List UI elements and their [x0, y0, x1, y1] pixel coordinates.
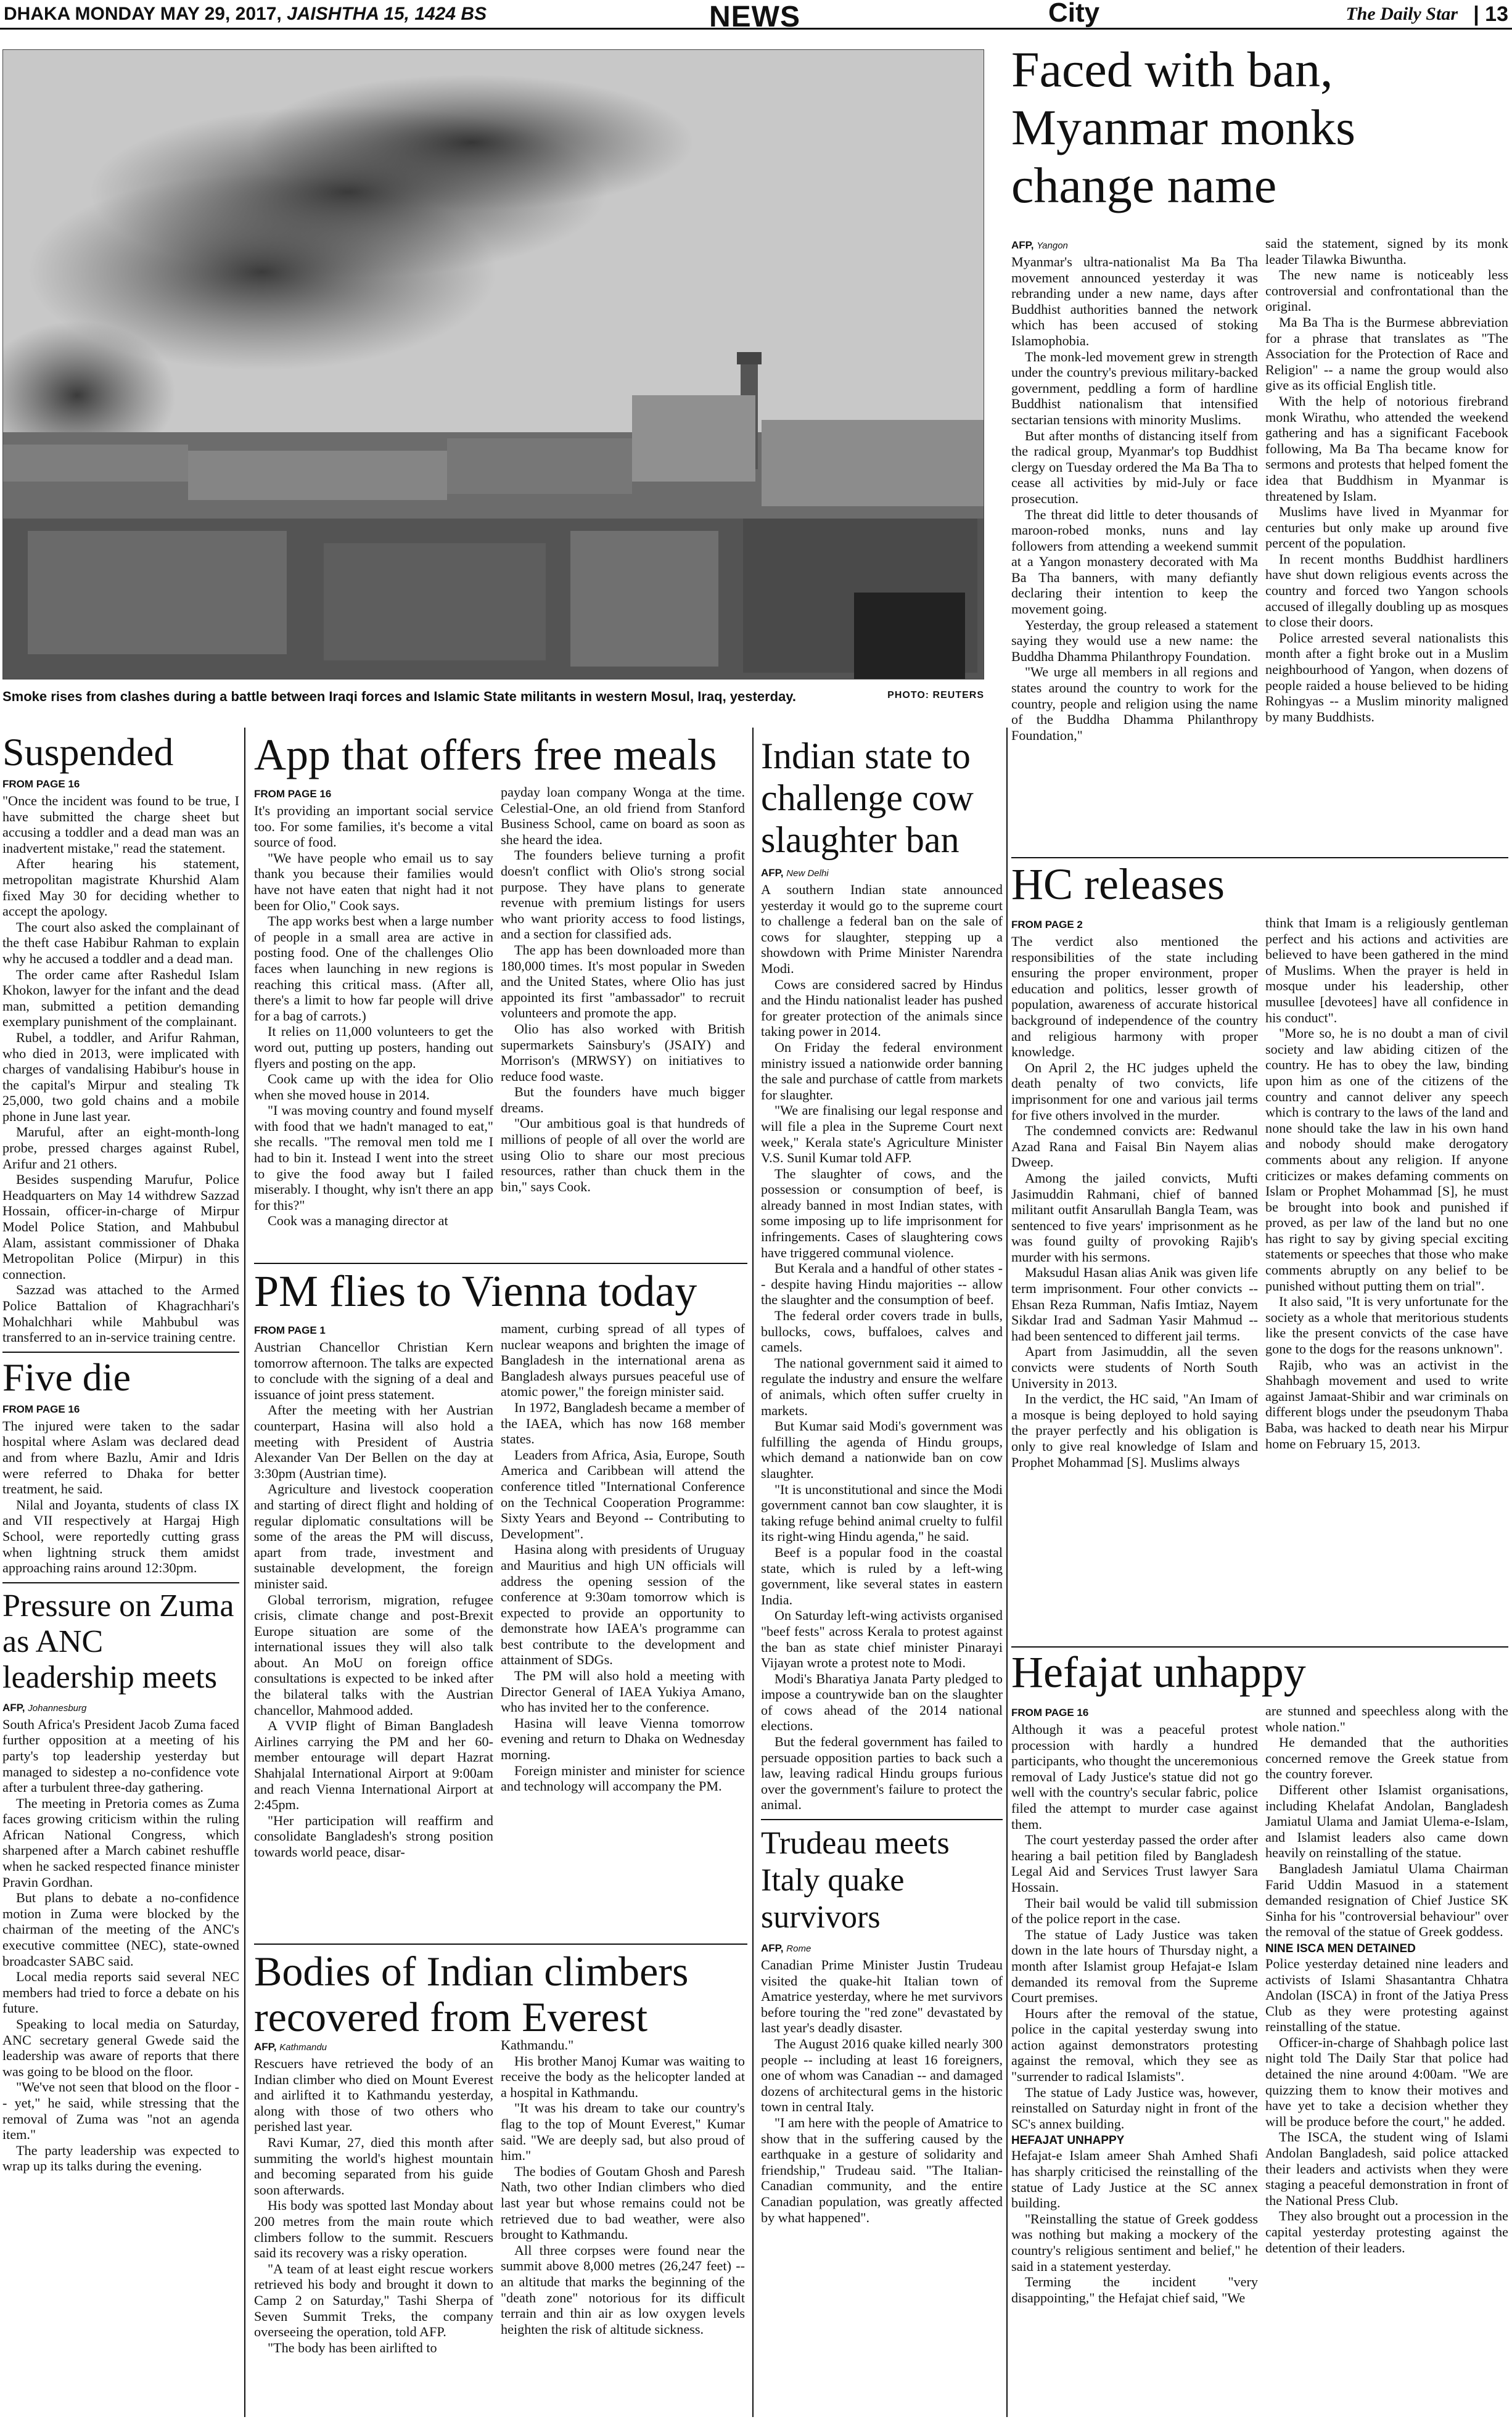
climbers-col-2: [501, 2037, 745, 2337]
news-photo: [2, 49, 984, 679]
paragraph: A southern Indian state announced yesterday it would go to the supreme court to challenge a federal ban on the sale of cows for slaughter, stepping up a showdown with Prime Minister Narendra Modi.: [761, 882, 1003, 976]
paragraph: Myanmar's ultra-nationalist Ma Ba Tha movement announced yesterday it was rebranding under a new name, days after Buddhist authorities banned the network which has been accused of stoking Islamophobia.: [1011, 254, 1258, 348]
column-divider: [1006, 728, 1008, 2417]
paragraph: "I am here with the people of Amatrice to show that in the suffering caused by the earthquake in a gesture of solidarity and friendship," Trudeau said. "The Italian-Canadian community, and the entire Canadian population, was greatly affected by what happened".: [761, 2114, 1003, 2225]
hefajat-headline-block: [1011, 1648, 1510, 1697]
zuma-body: [2, 1717, 239, 2174]
paragraph: The court also asked the complainant of the theft case Habibur Rahman to explain why he accused a toddler and a dead man.: [2, 919, 239, 966]
section-label: NEWS: [709, 1, 800, 33]
myanmar-body-1: [1011, 254, 1258, 743]
header-date: DHAKA MONDAY MAY 29, 2017,: [4, 4, 282, 24]
paragraph: Their bail would be valid till submission of the police report in the case.: [1011, 1895, 1258, 1927]
paragraph: Austrian Chancellor Christian Kern tomorrow afternoon. The talks are expected to conclude with the signing of a deal and issuance of joint press statement.: [254, 1339, 493, 1402]
paragraph: mament, curbing spread of all types of nuclear weapons and brighten the image of Bangladesh in the international arena as Bangladesh always pursues peaceful use of atomic power," the foreign minister said.: [501, 1321, 745, 1400]
myanmar-body-2: [1265, 236, 1508, 724]
subsection-label: City: [1048, 0, 1100, 28]
left-column: [2, 730, 239, 2174]
hc-headline-block: [1011, 860, 1510, 909]
paragraph: Beef is a popular food in the coastal state, which is ruled by a left-wing government, like several states in eastern India.: [761, 1544, 1003, 1607]
climbers-place: Kathmandu: [279, 2042, 327, 2053]
paragraph: Speaking to local media on Saturday, ANC secretary general Gwede said the leadership was aware of reports that there was going to be blood on the floor.: [2, 2016, 239, 2079]
app-headline: App that offers free meals: [254, 730, 717, 779]
hefajat-headline: Hefajat unhappy: [1011, 1648, 1306, 1697]
paragraph: Muslims have lived in Myanmar for centuries but only make up around five percent of the population.: [1265, 504, 1508, 551]
hefajat-body-1: [1011, 1722, 1258, 2132]
paragraph: Maruful, after an eight-month-long probe, pressed charges against Rubel, Arifur and 21 others.: [2, 1124, 239, 1172]
paragraph: Cows are considered sacred by Hindus and the Hindu nationalist leader has pushed for greater protection of the animals since taking power in 2014.: [761, 976, 1003, 1040]
suspended-body: [2, 793, 239, 1345]
divider: [254, 1944, 747, 1945]
suspended-headline: Suspended: [2, 730, 174, 774]
dateline-header: [4, 4, 487, 25]
paragraph: "Once the incident was found to be true, I have submitted the charge sheet but accusing a toddler and a dead man was an inadvertent mistake," read the statement.: [2, 793, 239, 856]
paragraph: The founders believe turning a profit doesn't conflict with Olio's strong social purpose. They have plans to generate revenue with premium listings for users who want priority access to food listings, and a section for classified ads.: [501, 847, 745, 942]
hefajat-col-1: [1011, 1701, 1258, 2305]
paragraph: Hasina will leave Vienna tomorrow evening and return to Dhaka on Wednesday morning.: [501, 1715, 745, 1763]
paragraph: In recent months Buddhist hardliners have shut down religious events across the country and forced two Yangon schools accused of illegally doubling up as mosques to close their doors.: [1265, 551, 1508, 630]
photo-credit: PHOTO: REUTERS: [887, 690, 984, 700]
trudeau-agency: AFP,: [761, 1942, 784, 1955]
paragraph: "Our ambitious goal is that hundreds of millions of people of all over the world are using Olio to share our most precious resources, rather than chuck them in the bin," says Cook.: [501, 1115, 745, 1194]
paragraph: Police yesterday detained nine leaders and activists of Islami Shasantantra Chhatra Andolan (ISCA) in front of the Jatiya Press Club as they were protesting against reinstalling of the statue.: [1265, 1955, 1508, 2035]
hc-body-2: [1265, 915, 1508, 1451]
pm-col-1: [254, 1318, 493, 1860]
divider: [254, 1263, 747, 1264]
paragraph: It's providing an important social service too. For some families, it's become a vital source of food.: [254, 803, 493, 850]
paragraph: He demanded that the authorities concerned remove the Greek statue from the country forever.: [1265, 1734, 1508, 1782]
myanmar-headline: Faced with ban, Myanmar monks change name: [1011, 41, 1355, 213]
paragraph: Terming the incident "very disappointing," the Hefajat chief said, "We: [1011, 2274, 1258, 2305]
paragraph: The ISCA, the student wing of Islami Andolan Bangladesh, said police attacked their leaders and activists when they were staging a peaceful demonstration in front of the National Press Club.: [1265, 2129, 1508, 2208]
climbers-agency: AFP,: [254, 2041, 277, 2053]
paragraph: The August 2016 quake killed nearly 300 people -- including at least 16 foreigners, one of whom was Canadian -- and damaged dozens of architectural gems in the historic town in central Italy.: [761, 2036, 1003, 2115]
zuma-dateline: [2, 1702, 239, 1714]
divider: [2, 1352, 239, 1353]
paragraph: The new name is noticeably less controversial and confrontational than the original.: [1265, 267, 1508, 314]
mosul-skyline-image: [3, 50, 984, 679]
paragraph: The verdict also mentioned the responsibilities of the state including ensuring the proper environment, proper education and politics, lesser growth of population, awareness of accurate historical background of independence of the country and religious harmony with proper knowledge.: [1011, 934, 1258, 1060]
paragraph: The statue of Lady Justice was, however, reinstalled on Saturday night in front of the SC's annex building.: [1011, 2084, 1258, 2132]
paragraph: Yesterday, the group released a statement saying they would use a new name: the Buddha Dhamma Philanthropy Foundation.: [1011, 617, 1258, 664]
page-header: [0, 0, 1512, 33]
photo-caption: [2, 689, 984, 705]
paragraph: Leaders from Africa, Asia, Europe, South America and Caribbean will attend the conference titled "International Conference on the Technical Cooperation Programme: Sixty Years and Beyond -- Contributing to Development".: [501, 1447, 745, 1541]
paragraph: "We urge all members in all regions and states around the country to work for the country, people and religion using the name of the Buddha Dhamma Philanthropy Foundation,": [1011, 664, 1258, 743]
paragraph: Cook was a managing director at: [268, 1213, 448, 1229]
paragraph: Although it was a peaceful protest procession with hardly a hundred participants, who thought the unceremonious removal of Lady Justice's statue did not go well with the country's secular fabric, police filed the attempt to murder case against them.: [1011, 1722, 1258, 1832]
paragraph: Nilal and Joyanta, students of class IX and VII respectively at Hargaj High School, were reportedly cutting grass when lightning struck them amidst approaching rains around 12:30pm.: [2, 1496, 239, 1576]
zuma-headline: Pressure on Zuma as ANC leadership meets: [2, 1588, 234, 1695]
fivedie-from: FROM PAGE 16: [2, 1403, 80, 1415]
caption-text: Smoke rises from clashes during a battle between Iraqi forces and Islamic State militants in western Mosul, Iraq, yesterday.: [2, 689, 797, 704]
cow-body: [761, 882, 1003, 1813]
paragraph: Agriculture and livestock cooperation and starting of direct flight and holding of regular diplomatic consultations will be some of the areas the PM will discuss, apart from trade, investment and sustainable development, the foreign minister said.: [254, 1481, 493, 1591]
paragraph: Hefajat-e Islam ameer Shah Amhed Shafi has sharply criticised the reinstalling of the statue of Lady Justice at the SC annex building.: [1011, 2148, 1258, 2211]
trudeau-body: [761, 1957, 1003, 2225]
paragraph: But plans to debate a no-confidence motion in Zuma were blocked by the chairman of the meeting of the ANC's executive committee (NEC), state-owned broadcaster SABC said.: [2, 1890, 239, 1969]
app-col-1: [254, 782, 493, 1229]
hefajat-body-1b: [1011, 2148, 1258, 2305]
paragraph: Police arrested several nationalists this month after a fight broke out in a Muslim neighbourhood of Yangon, when dozens of people raided a house believed to be hiding Rohingyas -- a Muslim minority maligned by many Buddhists.: [1265, 630, 1508, 724]
paragraph: "We've not seen that blood on the floor -- yet," he said, while stressing that the removal of Zuma was "not an agenda item.": [2, 2079, 239, 2143]
cow-place: New Delhi: [786, 868, 829, 879]
paragraph: "It is unconstitutional and since the Modi government cannot ban cow slaughter, it is taking refuge behind animal cruelty to fulfil its right-wing Hindu agenda," he said.: [761, 1481, 1003, 1545]
paragraph: The order came after Rashedul Islam Khokon, lawyer for the infant and the dead man, submitted a petition demanding exemplary punishment of the complainant.: [2, 966, 239, 1030]
paragraph: "It was his dream to take our country's flag to the top of Mount Everest," Kumar said. "We are deeply sad, but also proud of him.": [501, 2100, 745, 2164]
paragraph: Ma Ba Tha is the Burmese abbreviation for a phrase that translates as "The Association for the Protection of Race and Religion" -- a name the group would also give as its official English title.: [1265, 314, 1508, 393]
paragraph: Besides suspending Marufur, Police Headquarters on May 14 withdrew Sazzad Hossain, officer-in-charge of Mirpur Model Police Station, and Mahbubul Alam, assistant commissioner of Dhaka Metropolitan Police (Mirpur) in this connection.: [2, 1172, 239, 1282]
pm-body-1: [254, 1339, 493, 1860]
climbers-body-1: [254, 2056, 493, 2355]
paragraph: Ravi Kumar, 27, died this month after summiting the world's highest mountain and becoming separated from his guide soon afterwards.: [254, 2134, 493, 2198]
paragraph: The national government said it aimed to regulate the industry and ensure the welfare of animals, which often suffer cruelty in markets.: [761, 1355, 1003, 1418]
paragraph: On Saturday left-wing activists organised "beef fests" across Kerala to protest against the ban as state chief minister Pinarayi Vijayan wrote a protest note to Modi.: [761, 1607, 1003, 1671]
cow-column: [761, 735, 1003, 2225]
paragraph: On April 2, the HC judges upheld the death penalty of two convicts, life imprisonment for one and various jail terms for five others involved in the murder.: [1011, 1059, 1258, 1123]
paragraph: Kathmandu.": [501, 2037, 574, 2053]
app-body-1: [254, 803, 493, 1229]
column-divider: [244, 728, 245, 2417]
hc-body-1: [1011, 934, 1258, 1470]
divider: [2, 1582, 239, 1583]
pm-body-2: [501, 1321, 745, 1794]
paragraph: Global terrorism, migration, refugee crisis, climate change and post-Brexit Europe situation are some of the international issues they will also talk about. An MoU on foreign office consultations is expected to be inked after the bilateral talks with the Austrian chancellor, Mahmood added.: [254, 1591, 493, 1718]
paragraph: The bodies of Goutam Ghosh and Paresh Nath, two other Indian climbers who died last year but whose remains could not be retrieved due to bad weather, were also brought to Kathmandu.: [501, 2163, 745, 2243]
hefajat-subhead-1: HEFAJAT UNHAPPY: [1011, 2134, 1125, 2148]
climbers-col-1: [254, 2035, 493, 2355]
paragraph: In 1972, Bangladesh became a member of the IAEA, which has now 168 member states.: [501, 1399, 745, 1447]
myanmar-agency: AFP,: [1011, 239, 1034, 251]
paragraph: The PM will also hold a meeting with Director General of IAEA Yukiya Amano, who has invited her to the conference.: [501, 1668, 745, 1715]
paragraph: Olio has also worked with British supermarkets Sainsbury's (JSAIY) and Morrison's (MRWSY) on initiatives to reduce food waste.: [501, 1020, 745, 1084]
paragraph: The court yesterday passed the order after hearing a bail petition filed by Bangladesh Legal Aid and Services Trust lawyer Sara Hossain.: [1011, 1832, 1258, 1895]
climbers-dateline: [254, 2041, 493, 2053]
paragraph: "We have people who email us to say thank you because their families would have not have eaten that night had it not been for Olio," Cook says.: [254, 850, 493, 913]
paragraph: Hours after the removal of the statue, police in the capital yesterday swung into action against demonstrators protesting against the removal, which they see as "surrender to radical Islamists".: [1011, 2005, 1258, 2085]
paragraph: But Kumar said Modi's government was fulfilling the agenda of Hindu groups, which demand a nationwide ban on cow slaughter.: [761, 1418, 1003, 1481]
app-headline-block: [254, 730, 747, 779]
column-divider: [752, 728, 754, 2417]
page-number: | 13: [1473, 2, 1508, 26]
myanmar-col-2: [1265, 236, 1508, 724]
paragraph: Foreign minister and minister for science and technology will accompany the PM.: [501, 1762, 745, 1794]
hefajat-body-2: [1265, 1703, 1508, 1940]
paragraph: Canadian Prime Minister Justin Trudeau visited the quake-hit Italian town of Amatrice yesterday, where he met survivors before touring the "red zone" devastated by last year's deadly disaster.: [761, 1957, 1003, 2036]
paragraph: But after months of distancing itself from the radical group, Myanmar's top Buddhist clergy on Tuesday ordered the Ma Ba Tha to cease all activities by mid-July or face prosecution.: [1011, 427, 1258, 506]
paragraph: are stunned and speechless along with the whole nation.": [1265, 1703, 1508, 1734]
paragraph: "Reinstalling the statue of Greek goddess was nothing but making a mockery of the country's religious sentiment and belief," he said in a statement yesterday.: [1011, 2210, 1258, 2274]
paragraph: The federal order covers trade in bulls, bullocks, cows, buffaloes, calves and camels.: [761, 1308, 1003, 1355]
paragraph: The injured were taken to the sadar hospital where Aslam was declared dead and from where Bazlu, Amir and Idris were referred to Dhaka for better treatment, he said.: [2, 1418, 239, 1497]
paragraph: "We are finalising our legal response and will file a plea in the Supreme Court next week," Kerala state's Agriculture Minister V.S. Sunil Kumar told AFP.: [761, 1102, 1003, 1166]
app-col-2: [501, 784, 745, 1194]
paragraph: In the verdict, the HC said, "An Imam of a mosque is being deployed to hold saying the prayer perfectly and his obligation is only to give real knowledge of Islam and Prophet Mohammad [S]. Muslims always: [1011, 1391, 1258, 1470]
paragraph: "A team of at least eight rescue workers retrieved his body and brought it down to Camp 2 on Saturday," Tashi Sherpa of Seven Summit Treks, the company overseeing the operation, told AFP.: [254, 2260, 493, 2340]
paragraph: Cook came up with the idea for Olio when she moved house in 2014.: [254, 1071, 493, 1102]
myanmar-dateline: [1011, 239, 1258, 252]
paragraph: His body was spotted last Monday about 200 metres from the main route which climbers follow to the summit. Rescuers said its recovery was a risky operation.: [254, 2198, 493, 2261]
paragraph: Rubel, a toddler, and Arifur Rahman, who died in 2013, were implicated with charges of vandalising Habibur's house in the capital's Mirpur and stealing Tk 25,000, two gold chains and a mobile phone in June last year.: [2, 1029, 239, 1124]
hc-col-2: [1265, 915, 1508, 1451]
cow-headline: Indian state to challenge cow slaughter ban: [761, 736, 974, 860]
cow-agency: AFP,: [761, 867, 784, 879]
zuma-place: Johannesburg: [28, 1702, 87, 1714]
paragraph: It also said, "It is very unfortunate for the society as a whole that meritorious students like the present convicts of the case have gone to the dogs for the reasons unknown".: [1265, 1294, 1508, 1357]
paragraph: They also brought out a procession in the capital yesterday protesting against the detention of their leaders.: [1265, 2208, 1508, 2256]
paragraph: The meeting in Pretoria comes as Zuma faces growing criticism within the ruling African National Congress, which sharpened after a March cabinet reshuffle when he sacked respected finance minister Pravin Gordhan.: [2, 1795, 239, 1890]
paragraph: Bangladesh Jamiatul Ulama Chairman Farid Uddin Masuod in a statement demanded resignation of Chief Justice SK Sinha for his "controversial behaviour" over the removal of the statue of Greek goddess.: [1265, 1860, 1508, 1940]
paragraph: "More so, he is no doubt a man of civil society and law abiding citizen of the country. He has to obey the law, binding upon him as one of the citizens of the country and cannot deliver any speech which is contrary to the laws of the land and none should take the law in his own hand and nobody should make derogatory comments about any religion. If anyone criticizes or makes defaming comments on Islam or Prophet Mohammad [S], he must be brought into book and punished if proved, as per law of the land but no one has right to say by giving special exciting statements or speeches that those who make comments abruptly on any belief to be punished without putting them on trial".: [1265, 1025, 1508, 1294]
paragraph: Officer-in-charge of Shahbagh police last night told The Daily Star that police had detained the nine around 4:00am. "We are quizzing them to know their motives and have yet to take a decision whether they will be produce before the court," he added.: [1265, 2034, 1508, 2129]
pm-col-2: [501, 1321, 745, 1794]
paragraph: Local media reports said several NEC members had tried to force a debate on his future.: [2, 1969, 239, 2016]
hefajat-col-2: [1265, 1703, 1508, 2256]
myanmar-col-1: [1011, 233, 1258, 743]
trudeau-headline: Trudeau meets Italy quake survivors: [761, 1826, 950, 1935]
paragraph: payday loan company Wonga at the time. Celestial-One, an old friend from Stanford Business School, came on board as soon as she heard the idea.: [501, 784, 745, 847]
paragraph: A VVIP flight of Biman Bangladesh Airlines carrying the PM and her 60-member entourage will depart Hazrat Shahjalal International Airport at 9:00am and reach Vienna International Airport at 2:45pm.: [254, 1718, 493, 1813]
paragraph: On Friday the federal environment ministry issued a nationwide order banning the sale and purchase of cattle from markets for slaughter.: [761, 1039, 1003, 1102]
myanmar-place: Yangon: [1037, 240, 1068, 251]
hefajat-body-2b: [1265, 1956, 1508, 2256]
hefajat-from: FROM PAGE 16: [1011, 1707, 1089, 1718]
paragraph: With the help of notorious firebrand monk Wirathu, who attended the weekend gathering and has a significant Facebook following, Ma Ba Tha became know for sermons and protests that helped foment the idea that Buddhism in Myanmar is threatened by Islam.: [1265, 393, 1508, 504]
divider: [1011, 857, 1508, 858]
paragraph: After the meeting with her Austrian counterpart, Hasina will also hold a meeting with President of Austria Alexander Van Der Bellen on the day at 3:30pm (Austrian time).: [254, 1402, 493, 1481]
paragraph: The statue of Lady Justice was taken down in the late hours of Thursday night, a month after Islamist group Hefajat-e Islam demanded its removal from the Supreme Court premises.: [1011, 1926, 1258, 2006]
climbers-body-2: [501, 2037, 745, 2337]
hc-from: FROM PAGE 2: [1011, 919, 1083, 930]
article-myanmar-headline-block: [1011, 41, 1510, 215]
hc-col-1: [1011, 913, 1258, 1470]
paragraph: "The body has been airlifted to: [268, 2339, 437, 2355]
paragraph: Hasina along with presidents of Uruguay and Mauritius and high UN officials will address the opening session of the conference at 9:30am tomorrow which is expected to provide an opportunity to demonstrate how IAEA's programme can best contribute to the development and attainment of SDGs.: [501, 1541, 745, 1668]
app-body-2: [501, 784, 745, 1194]
paragraph: The monk-led movement grew in strength under the country's previous military-backed government, peddling a form of hardline Buddhist nationalism that intensified sectarian tensions with minority Muslims.: [1011, 348, 1258, 427]
hc-headline: HC releases: [1011, 860, 1225, 909]
paragraph: But the founders have much bigger dreams.: [501, 1084, 745, 1115]
paragraph: "I was moving country and found myself with food that we hadn't managed to eat," she recalls. "The removal men told me I had to bin it. Instead I went into the street to give the food away but I failed miserably. I thought, why isn't there an app for this?": [254, 1102, 493, 1213]
paragraph: Rescuers have retrieved the body of an Indian climber who died on Mount Everest and airlifted it to Kathmandu yesterday, along with those of two others who perished last year.: [254, 2056, 493, 2135]
paragraph: All three corpses were found near the summit above 8,000 metres (26,247 feet) -- an altitude that marks the beginning of the "death zone" notorious for its difficult terrain and thin air as low oxygen levels heighten the risk of altitude sickness.: [501, 2242, 745, 2337]
fivedie-headline: Five die: [2, 1355, 131, 1399]
cow-dateline: [761, 867, 1003, 879]
trudeau-dateline: [761, 1942, 1003, 1955]
zuma-agency: AFP,: [2, 1701, 25, 1714]
pm-from: FROM PAGE 1: [254, 1324, 326, 1336]
paragraph: Sazzad was attached to the Armed Police Battalion of Khagrachhari's Mohalchhari while Mahbubul was transferred to an in-service training centre.: [2, 1282, 239, 1345]
pm-headline-block: [254, 1266, 747, 1316]
paragraph: think that Imam is a religiously gentleman perfect and his actions and activities are believed to have been gathered in the mind of Muslims. When the prayer is held in mosque under his leadership, other musullee [devotees] have all confidence in his conduct".: [1265, 915, 1508, 1025]
paragraph: The slaughter of cows, and the possession or consumption of beef, is already banned in most Indian states, with some imposing up to life imprisonment for infringements. Cases of slaughtering cows have triggered communal violence.: [761, 1165, 1003, 1260]
paragraph: The threat did little to deter thousands of maroon-robed monks, nuns and lay followers from attending a weekend summit at a Yangon monastery decorated with Ma Ba Tha banners, with many defiantly declaring their intention to keep the movement going.: [1011, 506, 1258, 617]
paragraph: South Africa's President Jacob Zuma faced further opposition at a meeting of his party's top leadership yesterday but managed to sidestep a no-confidence vote after a turbulent three-day gathering.: [2, 1716, 239, 1796]
paragraph: Different other Islamist organisations, including Khelafat Andolan, Bangladesh Jamiatul Ulama and Jamiat Ulema-e-Islam, and Islamist leaders also came down heavily on reinstalling of the statue.: [1265, 1781, 1508, 1861]
suspended-from: FROM PAGE 16: [2, 778, 80, 790]
divider: [761, 1819, 1003, 1820]
hefajat-subhead-2: NINE ISCA MEN DETAINED: [1265, 1942, 1416, 1955]
trudeau-place: Rome: [786, 1944, 811, 1955]
paragraph: The party leadership was expected to wrap up its talks during the evening.: [2, 2142, 239, 2174]
pm-headline: PM flies to Vienna today: [254, 1266, 697, 1316]
paragraph: The app works best when a large number of people in a small area are active in posting food. One of the challenges Olio faces when launching in new regions is reaching this critical mass. (After all, there's a limit to how far people will drive for a bag of carrots.): [254, 913, 493, 1024]
header-date-bs: JAISHTHA 15, 1424 BS: [287, 4, 487, 24]
paragraph: Modi's Bharatiya Janata Party pledged to impose a countrywide ban on the slaughter of cows ahead of the 2014 national elections.: [761, 1670, 1003, 1734]
paragraph: said the statement, signed by its monk leader Tilawka Biwuntha.: [1265, 236, 1508, 267]
masthead-logo: The Daily Star: [1346, 4, 1458, 24]
paragraph: But Kerala and a handful of other states -- despite having Hindu majorities -- allow the slaughter and the consumption of beef.: [761, 1260, 1003, 1308]
climbers-headline-block: [254, 1948, 747, 2040]
paragraph: It relies on 11,000 volunteers to get the word out, putting up posters, handing out flyers and posting on the app.: [254, 1024, 493, 1071]
paragraph: But the federal government has failed to persuade opposition parties to back such a law, leaving radical Hindu groups furious over the government's failure to protect the animal.: [761, 1734, 1003, 1813]
paragraph: His brother Manoj Kumar was waiting to receive the body as the helicopter landed at a hospital in Kathmandu.: [501, 2053, 745, 2100]
paragraph: After hearing his statement, metropolitan magistrate Khurshid Alam fixed May 30 for deciding whether to accept the apology.: [2, 856, 239, 919]
app-from: FROM PAGE 16: [254, 788, 332, 800]
climbers-headline: Bodies of Indian climbers recovered from Everest: [254, 1948, 689, 2040]
paragraph: Maksudul Hasan alias Anik was given life term imprisonment. Four other convicts -- Ehsan Reza Rumman, Nafis Imtiaz, Nayem Sikdar Irad and Sadman Yasir Mahmud -- had been sentenced to different jail terms.: [1011, 1265, 1258, 1344]
paragraph: Rajib, who was an activist in the Shahbagh movement and used to write against Jamaat-Shibir and war criminals on different blogs under the pseudonym Thaba Baba, was hacked to death near his Mirpur home on February 15, 2013.: [1265, 1357, 1508, 1451]
paragraph: Among the jailed convicts, Mufti Jasimuddin Rahmani, chief of banned militant outfit Ansarullah Bangla Team, was sentenced to five years' imprisonment as he was found guilty of provoking Rajib's murder with his sermons.: [1011, 1170, 1258, 1265]
paragraph: The app has been downloaded more than 180,000 times. It's most popular in Sweden and the United States, where Olio has just appointed its first "ambassador" to recruit volunteers and promote the app.: [501, 942, 745, 1021]
paragraph: Apart from Jasimuddin, all the seven convicts were students of North South University in 2013.: [1011, 1344, 1258, 1391]
paragraph: "Her participation will reaffirm and consolidate Bangladesh's strong position towards world peace, disar-: [254, 1812, 493, 1860]
fivedie-body: [2, 1418, 239, 1576]
paragraph: The condemned convicts are: Redwanul Azad Rana and Faisal Bin Nayem alias Dweep.: [1011, 1123, 1258, 1170]
